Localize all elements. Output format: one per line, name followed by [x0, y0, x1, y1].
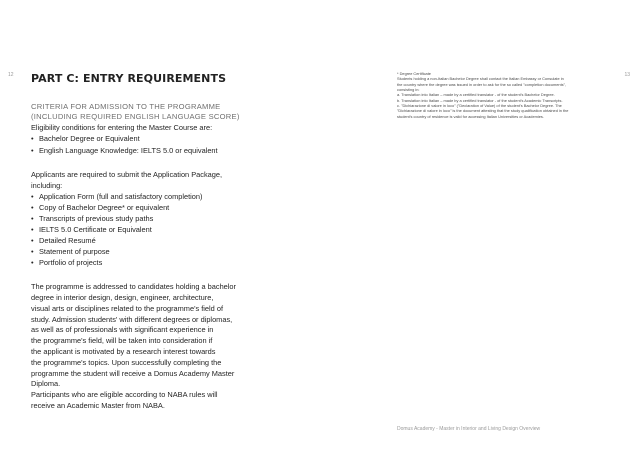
- list-item: • IELTS 5.0 Certificate or Equivalent: [31, 224, 293, 235]
- note-line: the country where the degree was issued in order to ask for the so called "completion documents",: [397, 81, 567, 87]
- list-item: • English Language Knowledge: IELTS 5.0 or equivalent: [31, 145, 293, 156]
- paragraph-line: The programme is addressed to candidates holding a bachelor: [31, 282, 237, 292]
- note-line: c. "Dichiarazione di valore in loco" ("Declaration of Value) of the student's Bachelor Degree. The: [397, 103, 562, 109]
- note-line: a. Translation into Italian – made by a certified translator - of the student's Bachelor Degree.: [397, 92, 555, 98]
- list-item: • Detailed Resumé: [31, 235, 293, 246]
- section-title: PART C: ENTRY REQUIREMENTS: [31, 72, 227, 85]
- application-list: [31, 191, 293, 269]
- criteria-heading: [31, 102, 293, 122]
- criteria-heading-line-1: CRITERIA FOR ADMISSION TO THE PROGRAMME: [31, 102, 221, 111]
- paragraph-line: Participants who are eligible according to NABA rules will: [31, 390, 218, 400]
- paragraph-line: programme the student will receive a Domus Academy Master: [31, 368, 235, 378]
- paragraph-line: the applicant is motivated by a research interest towards: [31, 347, 216, 357]
- paragraph-line: the programme's topics. Upon successfully completing the: [31, 357, 222, 367]
- list-item: • Copy of Bachelor Degree* or equivalent: [31, 202, 293, 213]
- list-item: • Transcripts of previous study paths: [31, 213, 293, 224]
- application-intro-line-1: Applicants are required to submit the Application Package,: [31, 169, 223, 179]
- page-footer: Domus Academy - Master in Interior and Living Design Overview: [397, 426, 541, 432]
- list-item: • Bachelor Degree or Equivalent: [31, 133, 293, 144]
- note-line: b. Translation into Italian – made by a certified translator - of the student's Academic Transcripts.: [397, 97, 563, 103]
- note-line: student's country of residence is valid for accessing Italian Universities or Academies.: [397, 113, 544, 119]
- degree-certificate-note: [397, 71, 615, 119]
- note-line: * Degree Certificate: [397, 71, 431, 76]
- page-number-right: 13: [624, 72, 630, 78]
- criteria-heading-line-2: (INCLUDING REQUIRED ENGLISH LANGUAGE SCORE): [31, 112, 240, 122]
- list-item: • Portfolio of projects: [31, 257, 293, 268]
- eligibility-list: [31, 133, 293, 155]
- eligibility-intro: Eligibility conditions for entering the Master Course are:: [31, 123, 213, 133]
- list-item: • Application Form (full and satisfactory completion): [31, 191, 293, 202]
- paragraph-line: study. Admission students' with different degrees or diplomas,: [31, 314, 233, 324]
- programme-paragraph: [31, 282, 293, 412]
- note-line: "Dichiarazione di valore in loco" is the document attesting that the study qualification obtained in the: [397, 108, 569, 114]
- paragraph-line: receive an Academic Master from NABA.: [31, 401, 165, 411]
- paragraph-line: degree in interior design, design, engineer, architecture,: [31, 293, 214, 303]
- paragraph-line: Diploma.: [31, 379, 61, 389]
- left-column: [31, 71, 293, 412]
- note-line: Students holding a non-Italian Bachelor Degree shall contact the Italian Embassy or Consulate in: [397, 76, 564, 82]
- note-line: consisting in:: [397, 87, 420, 93]
- paragraph-line: visual arts or disciplines related to the programme's field of: [31, 303, 224, 313]
- page-number-left: 12: [8, 72, 14, 78]
- application-block: [31, 169, 293, 269]
- application-intro-line-2: including:: [31, 180, 63, 190]
- paragraph-line: as well as of professionals with significant experience in: [31, 325, 214, 335]
- paragraph-line: the programme's field, will be taken into consideration if: [31, 336, 213, 346]
- list-item: • Statement of purpose: [31, 246, 293, 257]
